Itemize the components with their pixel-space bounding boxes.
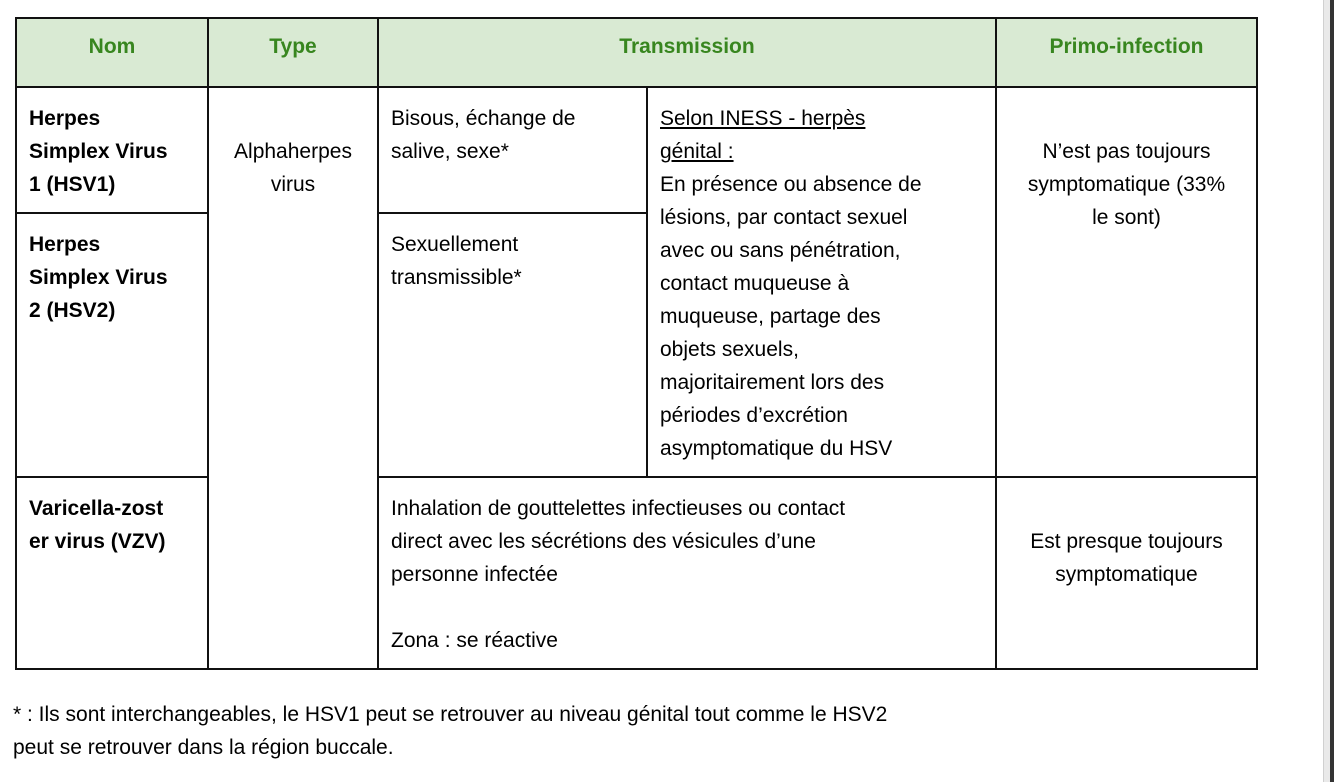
text-line: Simplex Virus — [29, 266, 168, 289]
footnote-line: peut se retrouver dans la région buccale. — [13, 736, 394, 759]
text-line: Est presque toujours — [1030, 530, 1223, 553]
text-line: Bisous, échange de — [391, 107, 576, 130]
cell-nom-hsv1 — [15, 86, 209, 214]
cell-primo-hsv — [995, 86, 1258, 478]
text-line: N’est pas toujours — [1042, 140, 1211, 163]
text-line: transmissible* — [391, 266, 522, 289]
text-line: symptomatique (33% — [1027, 173, 1226, 196]
text-line: virus — [270, 173, 316, 196]
text-line: contact muqueuse à — [660, 272, 850, 295]
cell-primo-vzv — [995, 476, 1258, 670]
header-nom: Nom — [15, 17, 209, 88]
header-type: Type — [207, 17, 379, 88]
text-line: 2 (HSV2) — [29, 299, 116, 322]
cell-transmission-hsv2 — [377, 212, 648, 478]
text-line: symptomatique — [1055, 563, 1198, 586]
cell-transmission-hsv1 — [377, 86, 648, 214]
text-line: le sont) — [1092, 206, 1161, 229]
cell-nom-vzv — [15, 476, 209, 670]
text-line: er virus (VZV) — [29, 530, 166, 553]
cell-nom-hsv2 — [15, 212, 209, 478]
text-line: Alphaherpes — [234, 140, 352, 163]
iness-title: génital : — [660, 140, 734, 163]
text-line: Sexuellement — [391, 233, 519, 256]
header-transmission: Transmission — [377, 17, 997, 88]
window-edge — [1330, 0, 1334, 782]
text-line: 1 (HSV1) — [29, 173, 116, 196]
header-primo-infection: Primo-infection — [995, 17, 1258, 88]
text-line: personne infectée — [391, 563, 558, 586]
text-line: Inhalation de gouttelettes infectieuses ou contact — [391, 497, 846, 520]
cell-transmission-vzv — [377, 476, 997, 670]
text-line: Simplex Virus — [29, 140, 168, 163]
text-line: direct avec les sécrétions des vésicules d’une — [391, 530, 816, 553]
text-line: asymptomatique du HSV — [660, 437, 893, 460]
text-line: majoritairement lors des — [660, 371, 885, 394]
cell-transmission-iness — [646, 86, 997, 478]
text-line: objets sexuels, — [660, 338, 799, 361]
text-line: muqueuse, partage des — [660, 305, 881, 328]
text-line: Herpes — [29, 107, 101, 130]
text-line: périodes d’excrétion — [660, 404, 848, 427]
text-line: avec ou sans pénétration, — [660, 239, 901, 262]
text-line: Varicella-zost — [29, 497, 164, 520]
text-line: lésions, par contact sexuel — [660, 206, 908, 229]
text-line: En présence ou absence de — [660, 173, 922, 196]
footnote-line: * : Ils sont interchangeables, le HSV1 peut se retrouver au niveau génital tout comme le HSV2 — [13, 703, 888, 726]
text-line: Herpes — [29, 233, 101, 256]
text-line: salive, sexe* — [391, 140, 509, 163]
zona-text: Zona : se réactive — [391, 629, 558, 652]
cell-type — [207, 86, 379, 670]
iness-title: Selon INESS - herpès — [660, 107, 866, 130]
